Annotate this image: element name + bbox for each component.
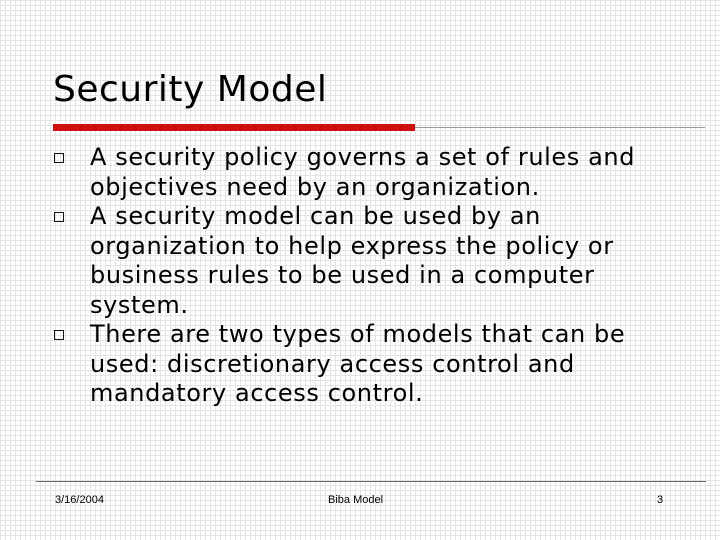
- hollow-square-bullet-icon: [54, 153, 64, 163]
- bullet-item: [50, 202, 680, 320]
- bullet-text: A security model can be used by an organization to help express the policy or business rules to be used in a computer system.: [90, 202, 614, 319]
- page-number: 3: [657, 494, 664, 506]
- footer-title: Biba Model: [328, 494, 384, 506]
- bullet-text: There are two types of models that can be used: discretionary access control and mandatory access control.: [90, 320, 626, 407]
- footer-divider: [36, 481, 706, 482]
- slide-title: Security Model: [53, 69, 328, 110]
- bullet-text: A security policy governs a set of rules and objectives need by an organization.: [90, 143, 636, 201]
- bullet-item: [50, 320, 680, 409]
- title-underline-accent: [53, 124, 415, 131]
- footer-date: 3/16/2004: [55, 494, 104, 506]
- hollow-square-bullet-icon: [54, 212, 64, 222]
- bullet-list: [50, 143, 680, 409]
- bullet-item: [50, 143, 680, 202]
- hollow-square-bullet-icon: [54, 330, 64, 340]
- title-underline-rule: [415, 127, 705, 128]
